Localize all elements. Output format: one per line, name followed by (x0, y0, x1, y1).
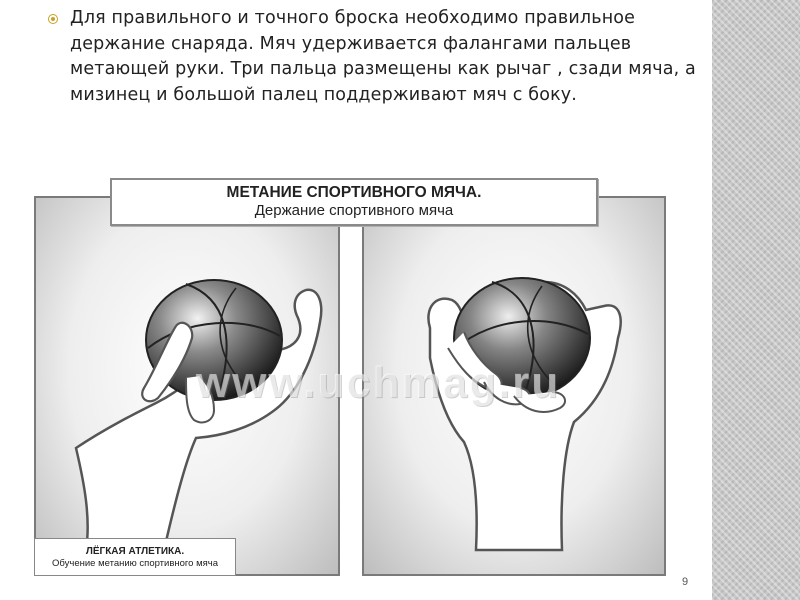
poster-title: МЕТАНИЕ СПОРТИВНОГО МЯЧА. (226, 184, 482, 201)
slide-text-block (48, 6, 708, 108)
poster-subtitle: Держание спортивного мяча (254, 202, 454, 219)
poster-image (34, 176, 710, 576)
page-number: 9 (682, 576, 689, 588)
slide-paragraph: Для правильного и точного броска необходимо правильное держание снаряда. Мяч удерживается фалангами пальцев метающей руки. Три пальца размещены как рычаг , сзади мяча, а мизинец и большой палец поддерживают мяч с боку. (70, 8, 696, 105)
circle-bullet-icon (48, 14, 58, 24)
watermark: www.uchmag.ru (195, 358, 561, 407)
poster-label-subtitle: Обучение метанию спортивного мяча (52, 558, 218, 569)
decorative-side-stripe (712, 0, 800, 600)
poster-label-title: ЛЁГКАЯ АТЛЕТИКА. (85, 546, 185, 557)
poster-label-box (34, 538, 236, 576)
poster-title-box (110, 178, 598, 226)
